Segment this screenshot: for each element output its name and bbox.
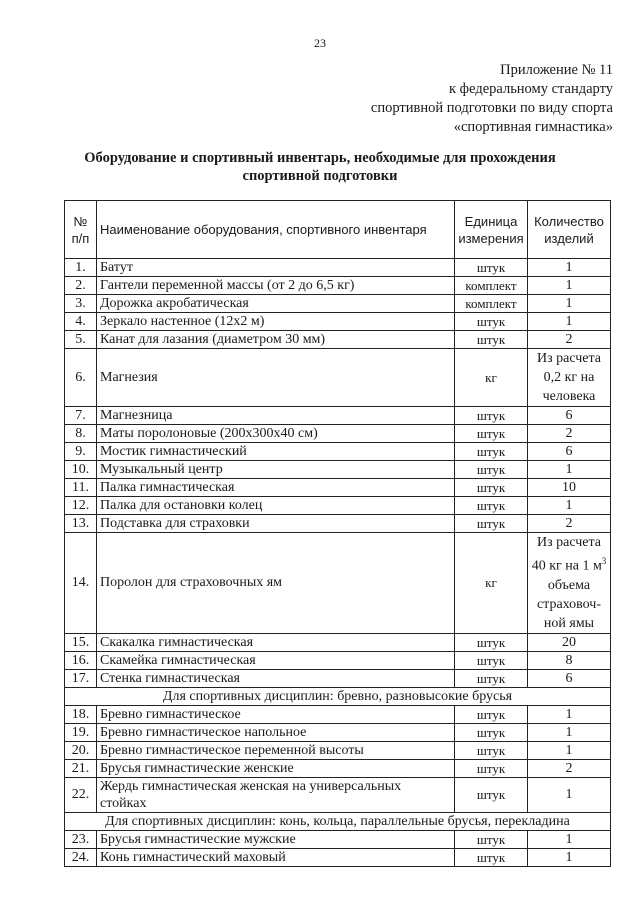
item-quantity: 8 — [528, 651, 611, 669]
table-row — [65, 705, 611, 723]
table-row — [65, 331, 611, 349]
item-unit: комплект — [455, 277, 528, 295]
table-row — [65, 425, 611, 443]
row-number: 19. — [65, 723, 97, 741]
item-unit: штук — [455, 848, 528, 866]
item-unit: штук — [455, 669, 528, 687]
header-name: Наименование оборудования, спортивного инвентаря — [97, 201, 455, 259]
item-quantity: 1 — [528, 705, 611, 723]
row-number: 3. — [65, 295, 97, 313]
table-row — [65, 669, 611, 687]
item-quantity: 1 — [528, 723, 611, 741]
row-number: 21. — [65, 759, 97, 777]
item-quantity: 10 — [528, 479, 611, 497]
table-row — [65, 479, 611, 497]
item-unit: штук — [455, 830, 528, 848]
item-unit: штук — [455, 479, 528, 497]
equipment-table — [64, 200, 611, 867]
row-number: 23. — [65, 830, 97, 848]
table-row — [65, 651, 611, 669]
row-number: 4. — [65, 313, 97, 331]
item-name: Музыкальный центр — [97, 461, 455, 479]
item-name: Брусья гимнастические женские — [97, 759, 455, 777]
table-row — [65, 848, 611, 866]
row-number: 7. — [65, 407, 97, 425]
item-unit: штук — [455, 741, 528, 759]
header-quantity: Количество изделий — [528, 201, 611, 259]
row-number: 2. — [65, 277, 97, 295]
table-row — [65, 259, 611, 277]
table-row — [65, 759, 611, 777]
item-quantity: 1 — [528, 461, 611, 479]
table-row — [65, 497, 611, 515]
row-number: 15. — [65, 633, 97, 651]
item-quantity: 6 — [528, 407, 611, 425]
item-name: Бревно гимнастическое напольное — [97, 723, 455, 741]
row-number: 9. — [65, 443, 97, 461]
table-row — [65, 407, 611, 425]
item-unit: штук — [455, 313, 528, 331]
item-quantity: 1 — [528, 497, 611, 515]
item-quantity: 2 — [528, 759, 611, 777]
item-quantity: 1 — [528, 313, 611, 331]
table-row — [65, 313, 611, 331]
annex-line: спортивной подготовки по виду спорта — [370, 100, 613, 116]
item-name: Поролон для страховочных ям — [97, 533, 455, 634]
item-name: Конь гимнастический маховый — [97, 848, 455, 866]
item-quantity: Из расчета 0,2 кг на человека — [528, 349, 611, 407]
annex-block — [371, 61, 613, 137]
quantity-text: Из расчета 40 кг на 1 м — [531, 535, 602, 574]
item-name: Дорожка акробатическая — [97, 295, 455, 313]
header-unit: Единица измерения — [455, 201, 528, 259]
item-name: Магнезия — [97, 349, 455, 407]
row-number: 17. — [65, 669, 97, 687]
item-quantity: 6 — [528, 669, 611, 687]
row-number: 22. — [65, 777, 97, 812]
item-name: Жердь гимнастическая женская на универсальных стойках — [97, 777, 455, 812]
item-unit: кг — [455, 349, 528, 407]
page-number: 23 — [314, 36, 326, 50]
item-unit: штук — [455, 331, 528, 349]
table-header-row — [65, 201, 611, 259]
row-number: 12. — [65, 497, 97, 515]
row-number: 24. — [65, 848, 97, 866]
item-name: Скамейка гимнастическая — [97, 651, 455, 669]
item-quantity: 20 — [528, 633, 611, 651]
item-unit: штук — [455, 651, 528, 669]
item-quantity: 1 — [528, 830, 611, 848]
item-unit: штук — [455, 425, 528, 443]
table-row — [65, 277, 611, 295]
item-name: Бревно гимнастическое переменной высоты — [97, 741, 455, 759]
table-row — [65, 349, 611, 407]
item-unit: штук — [455, 723, 528, 741]
table-row — [65, 443, 611, 461]
item-unit: штук — [455, 777, 528, 812]
quantity-text: объема страховоч-ной ямы — [536, 577, 602, 631]
document-title-line: Оборудование и спортивный инвентарь, необходимые для прохождения — [84, 150, 556, 166]
row-number: 8. — [65, 425, 97, 443]
table-row — [65, 295, 611, 313]
item-quantity: 6 — [528, 443, 611, 461]
document-title — [40, 149, 600, 185]
section-header: Для спортивных дисциплин: конь, кольца, параллельные брусья, перекладина — [65, 812, 611, 830]
item-quantity: 2 — [528, 331, 611, 349]
item-quantity: 1 — [528, 295, 611, 313]
table-row — [65, 633, 611, 651]
item-name: Магнезница — [97, 407, 455, 425]
table-row — [65, 777, 611, 812]
item-unit: штук — [455, 515, 528, 533]
item-name: Бревно гимнастическое — [97, 705, 455, 723]
row-number: 1. — [65, 259, 97, 277]
item-unit: штук — [455, 759, 528, 777]
item-unit: штук — [455, 705, 528, 723]
item-name: Палка для остановки колец — [97, 497, 455, 515]
item-unit: штук — [455, 259, 528, 277]
item-name: Брусья гимнастические мужские — [97, 830, 455, 848]
quantity-superscript: 3 — [601, 556, 607, 566]
section-header-row — [65, 687, 611, 705]
item-quantity — [528, 533, 611, 634]
row-number: 18. — [65, 705, 97, 723]
item-quantity: 2 — [528, 425, 611, 443]
item-name: Палка гимнастическая — [97, 479, 455, 497]
annex-line: «спортивная гимнастика» — [453, 119, 613, 135]
item-quantity: 1 — [528, 777, 611, 812]
table-row — [65, 741, 611, 759]
row-number: 11. — [65, 479, 97, 497]
table-row — [65, 830, 611, 848]
item-unit: кг — [455, 533, 528, 634]
section-header-row — [65, 812, 611, 830]
item-name: Мостик гимнастический — [97, 443, 455, 461]
item-quantity: 1 — [528, 259, 611, 277]
item-name: Скакалка гимнастическая — [97, 633, 455, 651]
section-header: Для спортивных дисциплин: бревно, разновысокие брусья — [65, 687, 611, 705]
item-unit: штук — [455, 443, 528, 461]
item-name: Канат для лазания (диаметром 30 мм) — [97, 331, 455, 349]
row-number: 14. — [65, 533, 97, 634]
item-name: Стенка гимнастическая — [97, 669, 455, 687]
item-unit: штук — [455, 633, 528, 651]
item-unit: комплект — [455, 295, 528, 313]
row-number: 6. — [65, 349, 97, 407]
header-number: № п/п — [65, 201, 97, 259]
item-quantity: 2 — [528, 515, 611, 533]
item-name: Зеркало настенное (12х2 м) — [97, 313, 455, 331]
item-unit: штук — [455, 497, 528, 515]
item-quantity: 1 — [528, 277, 611, 295]
item-name: Батут — [97, 259, 455, 277]
annex-line: к федеральному стандарту — [449, 81, 613, 97]
item-unit: штук — [455, 407, 528, 425]
table-body — [65, 259, 611, 867]
annex-title: Приложение № 11 — [500, 62, 613, 78]
item-name: Гантели переменной массы (от 2 до 6,5 кг) — [97, 277, 455, 295]
table-row — [65, 533, 611, 634]
item-name: Подставка для страховки — [97, 515, 455, 533]
row-number: 5. — [65, 331, 97, 349]
document-title-line: спортивной подготовки — [242, 168, 398, 184]
table-row — [65, 723, 611, 741]
row-number: 16. — [65, 651, 97, 669]
row-number: 13. — [65, 515, 97, 533]
table-row — [65, 461, 611, 479]
item-quantity: 1 — [528, 741, 611, 759]
item-unit: штук — [455, 461, 528, 479]
item-name: Маты поролоновые (200х300х40 см) — [97, 425, 455, 443]
item-quantity: 1 — [528, 848, 611, 866]
row-number: 10. — [65, 461, 97, 479]
table-row — [65, 515, 611, 533]
row-number: 20. — [65, 741, 97, 759]
